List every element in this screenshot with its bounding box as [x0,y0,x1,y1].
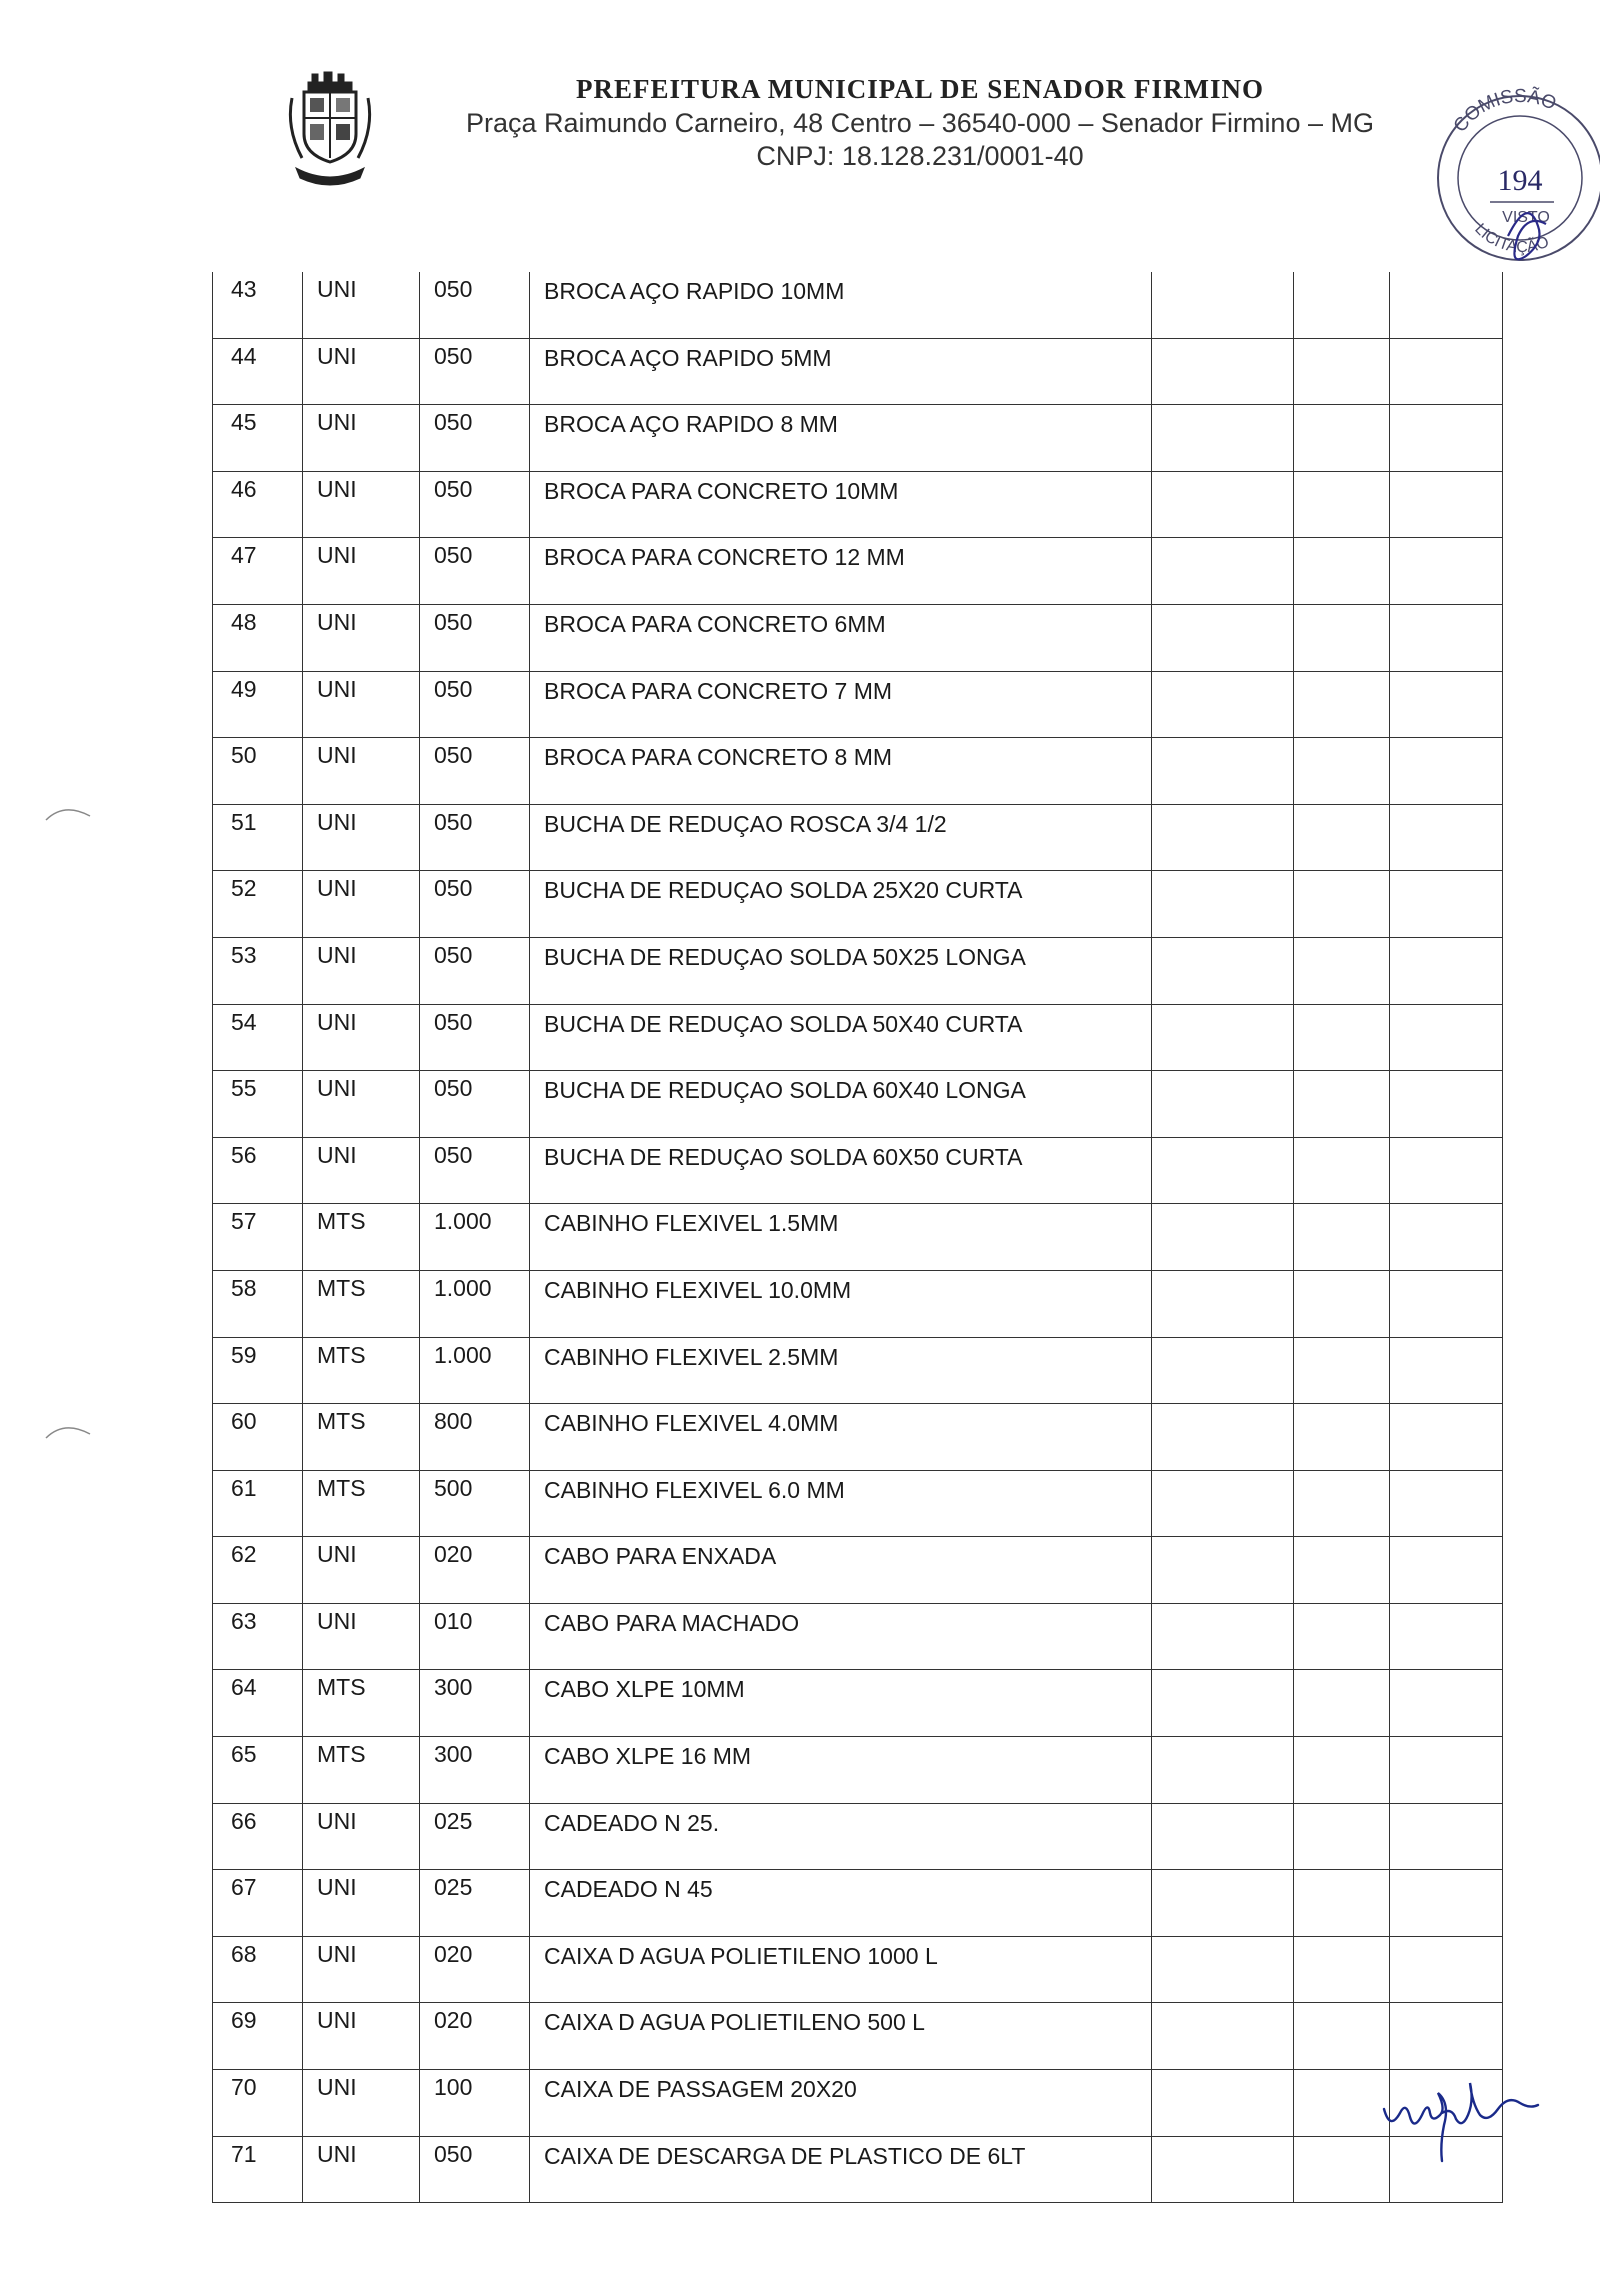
item-number-cell: 51 [213,804,303,871]
blank-cell [1152,2070,1294,2137]
blank-cell [1294,1537,1390,1604]
blank-cell [1152,1737,1294,1804]
item-number-cell: 71 [213,2136,303,2203]
blank-cell [1390,1204,1503,1271]
blank-cell [1294,738,1390,805]
items-table [212,272,1503,2203]
item-quantity-cell: 050 [420,1137,530,1204]
blank-cell [1294,1071,1390,1138]
item-quantity-cell: 050 [420,405,530,472]
table-row [213,1404,1503,1471]
blank-cell [1294,1004,1390,1071]
blank-cell [1152,1870,1294,1937]
item-quantity-cell: 500 [420,1470,530,1537]
item-quantity-cell: 050 [420,2136,530,2203]
handwritten-signature [1380,2075,1560,2165]
blank-cell [1152,1670,1294,1737]
item-quantity-cell: 010 [420,1603,530,1670]
item-number-cell: 48 [213,604,303,671]
table-row [213,1204,1503,1271]
blank-cell [1390,937,1503,1004]
blank-cell [1152,604,1294,671]
blank-cell [1294,1803,1390,1870]
commission-stamp [1430,60,1600,280]
item-description-cell: BUCHA DE REDUÇAO SOLDA 50X40 CURTA [530,1004,1152,1071]
item-unit-cell: UNI [303,1071,420,1138]
blank-cell [1152,937,1294,1004]
blank-cell [1390,1737,1503,1804]
blank-cell [1390,1137,1503,1204]
item-description-cell: CABINHO FLEXIVEL 10.0MM [530,1270,1152,1337]
blank-cell [1294,1337,1390,1404]
blank-cell [1294,2136,1390,2203]
item-number-cell: 61 [213,1470,303,1537]
stamp-bottom-text: LICITAÇÃO [1471,220,1552,257]
blank-cell [1152,1270,1294,1337]
item-quantity-cell: 050 [420,671,530,738]
item-quantity-cell: 050 [420,871,530,938]
table-row [213,1936,1503,2003]
blank-cell [1294,1936,1390,2003]
item-description-cell: CABO XLPE 10MM [530,1670,1152,1737]
item-description-cell: BROCA PARA CONCRETO 6MM [530,604,1152,671]
item-quantity-cell: 1.000 [420,1270,530,1337]
table-row [213,1803,1503,1870]
item-number-cell: 66 [213,1803,303,1870]
blank-cell [1152,1004,1294,1071]
blank-cell [1152,1803,1294,1870]
blank-cell [1390,1803,1503,1870]
item-description-cell: CADEADO N 45 [530,1870,1152,1937]
blank-cell [1294,1603,1390,1670]
item-number-cell: 47 [213,538,303,605]
table-row [213,1870,1503,1937]
punch-mark-icon [44,1418,94,1442]
blank-cell [1390,1470,1503,1537]
item-unit-cell: UNI [303,804,420,871]
item-number-cell: 46 [213,471,303,538]
blank-cell [1294,871,1390,938]
blank-cell [1152,804,1294,871]
item-number-cell: 54 [213,1004,303,1071]
organization-name: PREFEITURA MUNICIPAL DE SENADOR FIRMINO [575,74,1265,104]
item-number-cell: 69 [213,2003,303,2070]
item-unit-cell: UNI [303,471,420,538]
item-description-cell: CABINHO FLEXIVEL 4.0MM [530,1404,1152,1471]
blank-cell [1294,1270,1390,1337]
table-row [213,1670,1503,1737]
table-row [213,272,1503,338]
item-description-cell: CAIXA D AGUA POLIETILENO 1000 L [530,1936,1152,2003]
item-unit-cell: MTS [303,1737,420,1804]
table-row [213,1337,1503,1404]
item-quantity-cell: 300 [420,1670,530,1737]
table-row [213,604,1503,671]
item-description-cell: CABO XLPE 16 MM [530,1737,1152,1804]
blank-cell [1390,804,1503,871]
item-description-cell: BUCHA DE REDUÇAO SOLDA 25X20 CURTA [530,871,1152,938]
item-quantity-cell: 800 [420,1404,530,1471]
item-description-cell: CABO PARA MACHADO [530,1603,1152,1670]
blank-cell [1390,1071,1503,1138]
table-row [213,2003,1503,2070]
item-number-cell: 63 [213,1603,303,1670]
organization-address: Praça Raimundo Carneiro, 48 Centro – 36540-000 – Senador Firmino – MG [466,108,1374,138]
blank-cell [1390,738,1503,805]
blank-cell [1294,604,1390,671]
item-quantity-cell: 050 [420,804,530,871]
blank-cell [1390,604,1503,671]
item-number-cell: 57 [213,1204,303,1271]
item-number-cell: 53 [213,937,303,1004]
item-number-cell: 67 [213,1870,303,1937]
blank-cell [1294,1404,1390,1471]
item-number-cell: 43 [213,272,303,338]
item-description-cell: BUCHA DE REDUÇAO SOLDA 60X50 CURTA [530,1137,1152,1204]
blank-cell [1390,1670,1503,1737]
item-number-cell: 65 [213,1737,303,1804]
item-unit-cell: MTS [303,1204,420,1271]
item-number-cell: 59 [213,1337,303,1404]
organization-cnpj: CNPJ: 18.128.231/0001-40 [756,141,1084,171]
blank-cell [1294,272,1390,338]
stamp-top-text: COMISSÃO [1449,85,1560,137]
item-unit-cell: UNI [303,871,420,938]
item-quantity-cell: 300 [420,1737,530,1804]
item-quantity-cell: 050 [420,1071,530,1138]
stamp-visto-label: VISTO [1502,209,1550,226]
item-description-cell: BROCA PARA CONCRETO 7 MM [530,671,1152,738]
item-number-cell: 60 [213,1404,303,1471]
item-unit-cell: UNI [303,937,420,1004]
blank-cell [1152,1337,1294,1404]
item-description-cell: CAIXA D AGUA POLIETILENO 500 L [530,2003,1152,2070]
item-unit-cell: UNI [303,2136,420,2203]
table-row [213,2136,1503,2203]
item-unit-cell: MTS [303,1337,420,1404]
item-description-cell: CABINHO FLEXIVEL 6.0 MM [530,1470,1152,1537]
item-number-cell: 45 [213,405,303,472]
item-unit-cell: UNI [303,1603,420,1670]
table-row [213,804,1503,871]
blank-cell [1294,671,1390,738]
item-unit-cell: UNI [303,405,420,472]
item-quantity-cell: 1.000 [420,1204,530,1271]
item-unit-cell: UNI [303,671,420,738]
blank-cell [1390,1337,1503,1404]
item-unit-cell: UNI [303,1537,420,1604]
blank-cell [1390,1603,1503,1670]
item-description-cell: BROCA PARA CONCRETO 12 MM [530,538,1152,605]
blank-cell [1294,2003,1390,2070]
item-number-cell: 64 [213,1670,303,1737]
blank-cell [1390,1004,1503,1071]
item-unit-cell: UNI [303,1803,420,1870]
item-number-cell: 68 [213,1936,303,2003]
table-row [213,405,1503,472]
table-row [213,937,1503,1004]
blank-cell [1294,937,1390,1004]
item-quantity-cell: 050 [420,272,530,338]
blank-cell [1152,1470,1294,1537]
item-unit-cell: UNI [303,2003,420,2070]
item-number-cell: 62 [213,1537,303,1604]
item-unit-cell: UNI [303,1004,420,1071]
blank-cell [1152,272,1294,338]
blank-cell [1152,338,1294,405]
table-row [213,671,1503,738]
blank-cell [1152,1404,1294,1471]
items-table-body [213,272,1503,2203]
blank-cell [1390,1404,1503,1471]
item-description-cell: CAIXA DE PASSAGEM 20X20 [530,2070,1152,2137]
item-description-cell: CADEADO N 25. [530,1803,1152,1870]
blank-cell [1152,1071,1294,1138]
item-quantity-cell: 050 [420,604,530,671]
table-row [213,471,1503,538]
blank-cell [1152,538,1294,605]
blank-cell [1152,1936,1294,2003]
item-quantity-cell: 050 [420,338,530,405]
table-row [213,1137,1503,1204]
item-quantity-cell: 050 [420,471,530,538]
item-description-cell: CABINHO FLEXIVEL 2.5MM [530,1337,1152,1404]
item-description-cell: BUCHA DE REDUÇAO SOLDA 60X40 LONGA [530,1071,1152,1138]
blank-cell [1152,1537,1294,1604]
letterhead [420,74,1420,172]
item-description-cell: BROCA PARA CONCRETO 10MM [530,471,1152,538]
item-description-cell: BROCA AÇO RAPIDO 5MM [530,338,1152,405]
blank-cell [1390,538,1503,605]
blank-cell [1390,671,1503,738]
blank-cell [1390,272,1503,338]
stamp-page-number: 194 [1497,164,1543,197]
blank-cell [1152,471,1294,538]
item-quantity-cell: 020 [420,1537,530,1604]
item-description-cell: BROCA AÇO RAPIDO 10MM [530,272,1152,338]
blank-cell [1152,2136,1294,2203]
blank-cell [1294,1137,1390,1204]
item-unit-cell: UNI [303,272,420,338]
svg-text:COMISSÃO [1450,85,1559,136]
blank-cell [1152,1204,1294,1271]
blank-cell [1390,471,1503,538]
item-quantity-cell: 020 [420,1936,530,2003]
table-row [213,338,1503,405]
blank-cell [1294,405,1390,472]
blank-cell [1294,538,1390,605]
blank-cell [1152,738,1294,805]
item-unit-cell: UNI [303,738,420,805]
punch-mark-icon [44,800,94,824]
blank-cell [1152,671,1294,738]
item-description-cell: CABINHO FLEXIVEL 1.5MM [530,1204,1152,1271]
blank-cell [1390,1270,1503,1337]
municipal-crest-logo [282,68,378,192]
item-number-cell: 55 [213,1071,303,1138]
table-row [213,1004,1503,1071]
table-row [213,1270,1503,1337]
blank-cell [1152,1603,1294,1670]
blank-cell [1152,2003,1294,2070]
item-unit-cell: MTS [303,1670,420,1737]
blank-cell [1390,871,1503,938]
table-row [213,2070,1503,2137]
table-row [213,1737,1503,1804]
table-row [213,1470,1503,1537]
blank-cell [1152,1137,1294,1204]
table-row [213,538,1503,605]
blank-cell [1390,2003,1503,2070]
item-number-cell: 56 [213,1137,303,1204]
item-unit-cell: UNI [303,604,420,671]
item-unit-cell: UNI [303,338,420,405]
blank-cell [1294,804,1390,871]
blank-cell [1390,405,1503,472]
table-row [213,738,1503,805]
blank-cell [1390,1936,1503,2003]
item-description-cell: CABO PARA ENXADA [530,1537,1152,1604]
blank-cell [1294,1204,1390,1271]
blank-cell [1152,871,1294,938]
blank-cell [1390,338,1503,405]
item-number-cell: 70 [213,2070,303,2137]
item-number-cell: 49 [213,671,303,738]
item-quantity-cell: 025 [420,1870,530,1937]
item-quantity-cell: 1.000 [420,1337,530,1404]
item-description-cell: BUCHA DE REDUÇAO ROSCA 3/4 1/2 [530,804,1152,871]
item-unit-cell: UNI [303,1936,420,2003]
item-unit-cell: MTS [303,1270,420,1337]
item-number-cell: 50 [213,738,303,805]
table-row [213,1071,1503,1138]
blank-cell [1390,1870,1503,1937]
item-unit-cell: MTS [303,1404,420,1471]
table-row [213,1603,1503,1670]
item-quantity-cell: 050 [420,738,530,805]
item-quantity-cell: 050 [420,937,530,1004]
blank-cell [1294,1470,1390,1537]
item-quantity-cell: 100 [420,2070,530,2137]
table-row [213,1537,1503,1604]
blank-cell [1390,1537,1503,1604]
blank-cell [1294,1670,1390,1737]
item-description-cell: BUCHA DE REDUÇAO SOLDA 50X25 LONGA [530,937,1152,1004]
item-number-cell: 58 [213,1270,303,1337]
item-quantity-cell: 025 [420,1803,530,1870]
item-quantity-cell: 050 [420,538,530,605]
blank-cell [1294,1737,1390,1804]
blank-cell [1294,1870,1390,1937]
item-unit-cell: UNI [303,1870,420,1937]
blank-cell [1152,405,1294,472]
item-description-cell: CAIXA DE DESCARGA DE PLASTICO DE 6LT [530,2136,1152,2203]
item-quantity-cell: 020 [420,2003,530,2070]
item-unit-cell: MTS [303,1470,420,1537]
item-number-cell: 52 [213,871,303,938]
item-unit-cell: UNI [303,538,420,605]
item-quantity-cell: 050 [420,1004,530,1071]
table-row [213,871,1503,938]
item-description-cell: BROCA AÇO RAPIDO 8 MM [530,405,1152,472]
item-description-cell: BROCA PARA CONCRETO 8 MM [530,738,1152,805]
item-unit-cell: UNI [303,2070,420,2137]
blank-cell [1294,471,1390,538]
item-number-cell: 44 [213,338,303,405]
blank-cell [1294,338,1390,405]
blank-cell [1294,2070,1390,2137]
item-unit-cell: UNI [303,1137,420,1204]
